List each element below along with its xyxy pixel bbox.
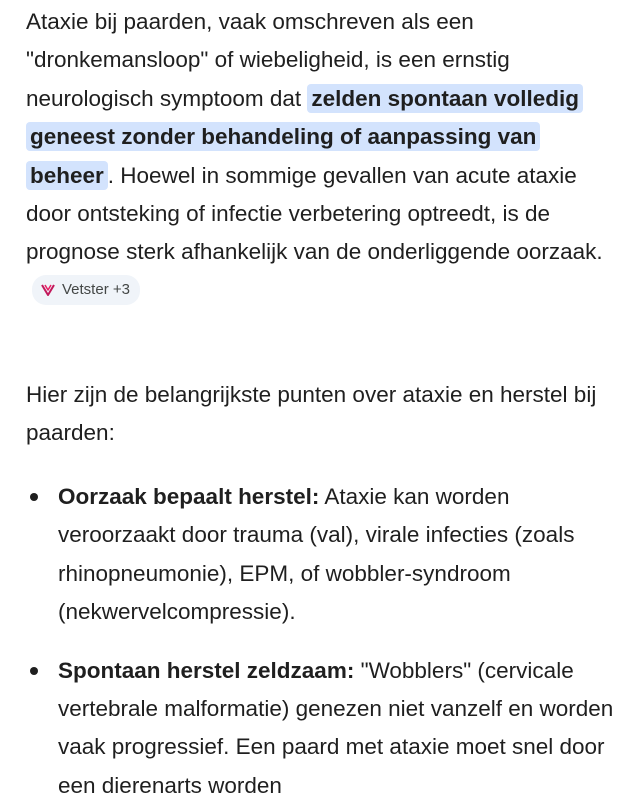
intro-text-before: Ataxie bij paarden, vaak omschreven als een "dronkemansloop" of wiebeligheid, is een ernstig neurologisch symptoom dat: [26, 9, 510, 111]
list-item-text: "Wobblers" (cervicale vertebrale malformatie) genezen niet vanzelf en worden vaak progressief. Een paard met ataxie moet snel door een dierenarts worden: [58, 657, 614, 798]
list-item-title: Oorzaak bepaalt herstel:: [58, 484, 320, 509]
key-points-list: [0, 478, 636, 800]
vetster-logo-icon: [40, 282, 56, 298]
source-chip-label: Vetster +3: [62, 280, 130, 298]
points-intro-paragraph: Hier zijn de belangrijkste punten over ataxie en herstel bij paarden:: [26, 382, 597, 446]
source-chip-button[interactable]: [32, 275, 140, 305]
list-item-text: Ataxie kan worden veroorzaakt door trauma (val), virale infecties (zoals rhinopneumonie), EPM, of wobbler-syndroom (nekwervelcompressie).: [58, 484, 575, 625]
list-item: [0, 478, 636, 632]
intro-paragraph: [26, 3, 626, 310]
highlighted-claim[interactable]: zelden spontaan volledig geneest zonder behandeling of aanpassing van beheer: [26, 84, 583, 190]
list-item-title: Spontaan herstel zeldzaam:: [58, 657, 355, 683]
bullet-icon: [30, 667, 38, 675]
intro-text-after: . Hoewel in sommige gevallen van acute ataxie door ontsteking of infectie verbetering optreedt, is de prognose sterk afhankelijk van de onderliggende oorzaak.: [26, 162, 603, 265]
bullet-icon: [30, 493, 38, 501]
list-item: [0, 652, 636, 800]
